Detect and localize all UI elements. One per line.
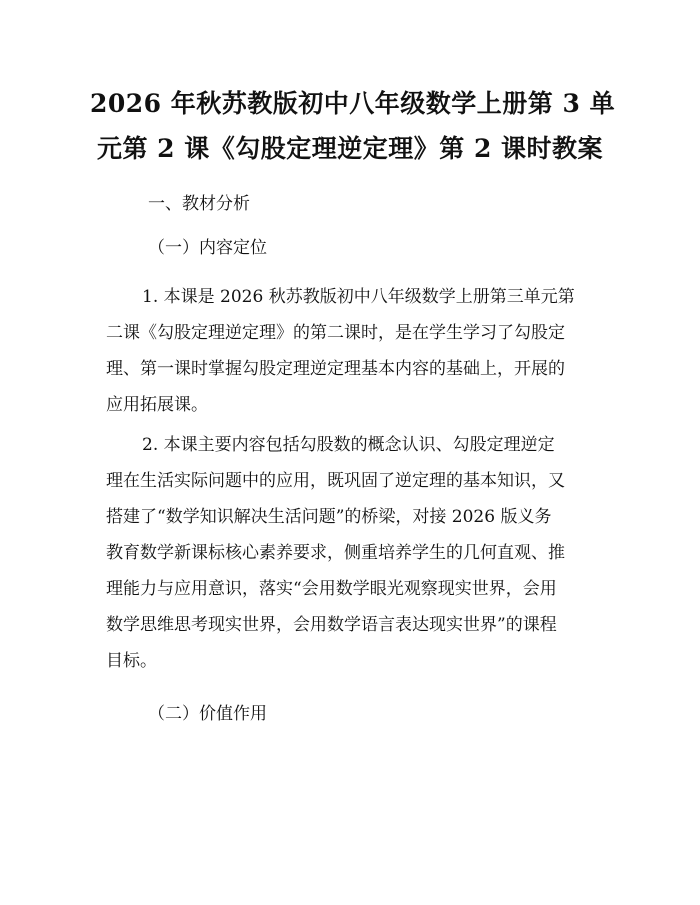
subsection-heading-content-positioning: （一）内容定位 [148,238,267,258]
paragraph-line: 应用拓展课。 [106,395,208,415]
subsection-heading-value-role: （二）价值作用 [148,704,267,724]
paragraph-line: 2. 本课主要内容包括勾股数的概念认识、勾股定理逆定 [142,435,555,455]
paragraph-line: 理在生活实际问题中的应用，既巩固了逆定理的基本知识，又 [106,471,565,491]
paragraph-line: 理能力与应用意识，落实“会用数学眼光观察现实世界，会用 [106,579,557,599]
title-line: 2026 年秋苏教版初中八年级数学上册第 3 单 [90,89,616,118]
paragraph-line: 搭建了“数学知识解决生活问题”的桥梁，对接 2026 版义务 [106,507,552,527]
paragraph-line: 目标。 [106,651,157,671]
paragraph-line: 1. 本课是 2026 秋苏教版初中八年级数学上册第三单元第 [142,287,575,307]
paragraph-2 [106,427,608,679]
document-title [90,81,616,171]
paragraph-1 [106,279,608,423]
section-heading-textbook-analysis: 一、教材分析 [148,194,250,214]
paragraph-line: 数学思维思考现实世界，会用数学语言表达现实世界”的课程 [106,615,557,635]
title-line: 元第 2 课《勾股定理逆定理》第 2 课时教案 [96,134,604,163]
paragraph-line: 二课《勾股定理逆定理》的第二课时，是在学生学习了勾股定 [106,323,565,343]
paragraph-line: 教育数学新课标核心素养要求，侧重培养学生的几何直观、推 [106,543,565,563]
paragraph-line: 理、第一课时掌握勾股定理逆定理基本内容的基础上，开展的 [106,359,565,379]
